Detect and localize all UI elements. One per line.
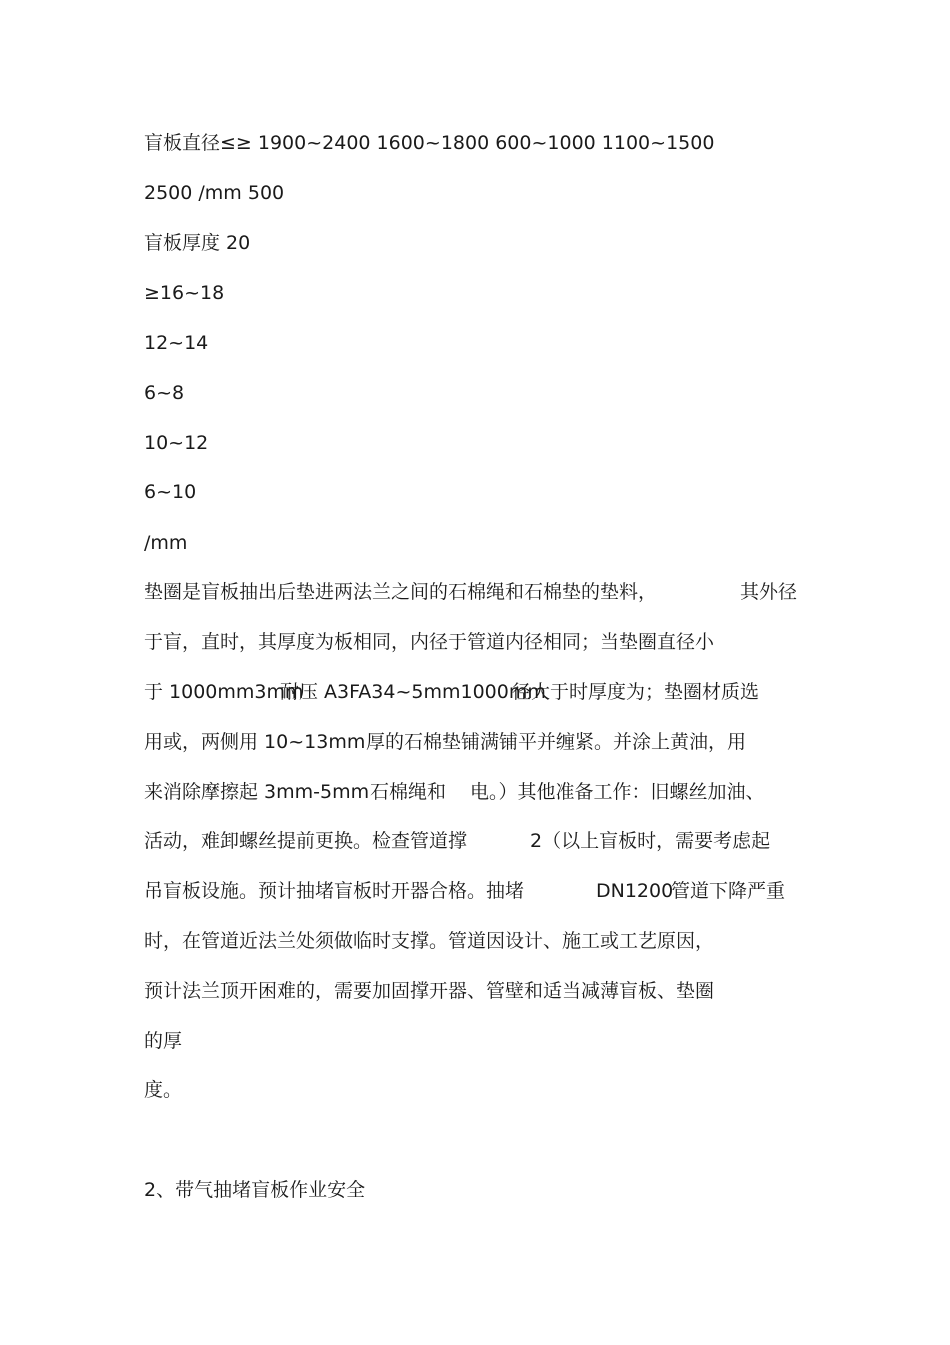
paragraph-text: 于盲，直时，其厚度为板相同，内径于管道内径相同；当垫圈直径小 — [144, 631, 715, 653]
paragraph-text: 活动，难卸螺丝提前更换。检查管道撑 — [144, 830, 468, 852]
paragraph-text: 耐压 A3FA34~5mm1000mm — [280, 681, 546, 703]
paragraph-text: 预计法兰顶开困难的，需要加固撑开器、管壁和适当减薄盲板、垫圈 — [144, 980, 715, 1002]
paragraph-text: 时，在管道近法兰处须做临时支撑。管道因设计、施工或工艺原因， — [144, 930, 715, 952]
paragraph-text: 吊盲板设施。预计抽堵盲板时开器合格。抽堵 — [144, 880, 525, 902]
table-line: 6~10 — [144, 481, 197, 503]
paragraph-text: 2（以上盲板时，需要考虑起 — [530, 830, 771, 852]
paragraph-text: 用或，两侧用 10~13mm — [144, 731, 366, 753]
table-line: 6~8 — [144, 382, 185, 404]
paragraph-text: 其外径 — [740, 581, 798, 603]
paragraph-text: 于 1000mm3mm — [144, 681, 304, 703]
section-heading: 2、带气抽堵盲板作业安全 — [144, 1179, 366, 1201]
table-line: 2500 /mm 500 — [144, 182, 285, 204]
paragraph-text: 径大于时厚度为；垫圈材质选 — [512, 681, 760, 703]
paragraph-text: 度。 — [144, 1079, 183, 1101]
table-line: 10~12 — [144, 432, 209, 454]
paragraph-text: DN1200 — [596, 880, 674, 902]
paragraph-text: 管道下降严重 — [671, 880, 786, 902]
paragraph-text: 垫圈是盲板抽出后垫进两法兰之间的石棉绳和石棉垫的垫料， — [144, 581, 658, 603]
table-line: 盲板直径≤≥ 1900~2400 1600~1800 600~1000 1100~1500 — [144, 132, 715, 154]
paragraph-text: 电。）其他准备工作：旧螺丝加油、 — [470, 781, 765, 803]
paragraph-text: 的厚 — [144, 1030, 183, 1052]
table-line: 盲板厚度 20 — [144, 232, 251, 254]
paragraph-text: 来消除摩擦起 3mm-5mm — [144, 781, 370, 803]
table-line: ≥16~18 — [144, 282, 225, 304]
table-line: /mm — [144, 532, 188, 554]
table-line: 12~14 — [144, 332, 209, 354]
paragraph-text: 石棉绳和 — [370, 781, 447, 803]
paragraph-text: 厚的石棉垫铺满铺平并缠紧。并涂上黄油，用 — [366, 731, 747, 753]
